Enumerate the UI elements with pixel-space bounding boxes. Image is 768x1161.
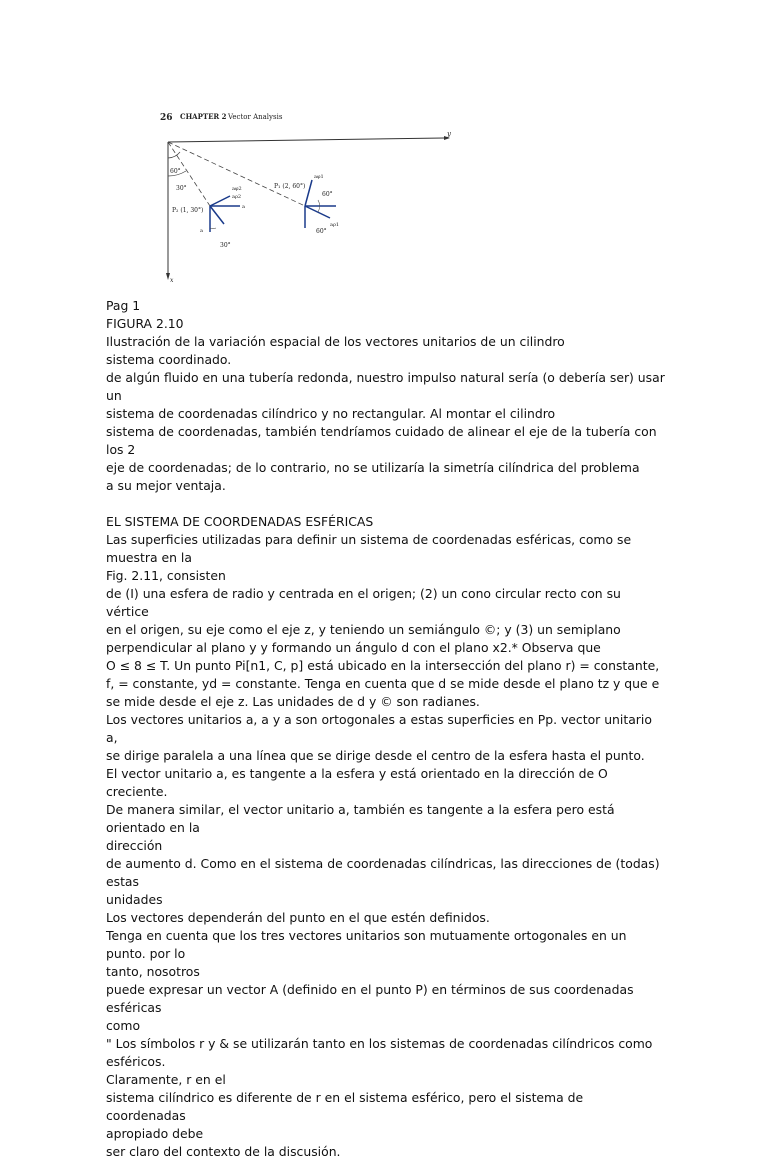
text-line: Los vectores dependerán del punto en el que estén definidos.: [106, 910, 490, 925]
text-line: De manera similar, el vector unitario a, también es tangente a la esfera pero está orientado en la: [106, 802, 619, 835]
p2-arc: [210, 228, 216, 229]
figure-title: Vector Analysis: [228, 113, 283, 121]
text-line: Claramente, r en el: [106, 1072, 226, 1087]
p1-angle-60-right: 60°: [322, 191, 333, 198]
p1-label: P₁ (2, 60°): [274, 183, 306, 190]
text-line: Los vectores unitarios a, a y a son ortogonales a estas superficies en Pp. vector unitario a,: [106, 712, 656, 745]
text-line: apropiado debe: [106, 1126, 204, 1141]
p2-arho-vector: [210, 206, 224, 224]
text-line: Pag 1: [106, 298, 141, 313]
p2-aphi-vector: [210, 196, 230, 206]
text-line: f, = constante, yd = constante. Tenga en cuenta que d se mide desde el plano tz y que e: [106, 676, 660, 691]
text-line: sistema de coordenadas cilíndrico y no rectangular. Al montar el cilindro: [106, 406, 556, 421]
text-line: Tenga en cuenta que los tres vectores unitarios son mutuamente ortogonales en un punto. por lo: [106, 928, 631, 961]
p2-ax-label: a: [200, 228, 203, 234]
text-line: " Los símbolos r y & se utilizarán tanto en los sistemas de coordenadas cilíndricos como esféricos.: [106, 1036, 657, 1069]
angle-60-label: 60°: [170, 168, 181, 175]
text-line: Las superficies utilizadas para definir un sistema de coordenadas esféricas, como se muestra en la: [106, 532, 636, 565]
y-axis-line: [168, 138, 444, 142]
p2-angle-30: 30°: [220, 242, 231, 249]
p1-arho-label: aρ1: [330, 222, 340, 228]
text-line: El vector unitario a, es tangente a la esfera y está orientado en la dirección de O creciente.: [106, 766, 612, 799]
text-line: como: [106, 1018, 141, 1033]
text-line: dirección: [106, 838, 163, 853]
p2-aphi-label: aφ2: [232, 186, 242, 192]
text-line: FIGURA 2.10: [106, 316, 184, 331]
text-line: en el origen, su eje como el eje z, y teniendo un semiángulo ©; y (3) un semiplano: [106, 622, 621, 637]
text-line: sistema de coordenadas, también tendríamos cuidado de alinear el eje de la tubería con los 2: [106, 424, 661, 457]
text-line: a su mejor ventaja.: [106, 478, 226, 493]
text-line: Fig. 2.11, consisten: [106, 568, 226, 583]
text-line: perpendicular al plano y y formando un ángulo d con el plano x2.* Observa que: [106, 640, 601, 655]
text-line: de (I) una esfera de radio y centrada en el origen; (2) un cono circular recto con su vértice: [106, 586, 625, 619]
text-line: eje de coordenadas; de lo contrario, no se utilizaría la simetría cilíndrica del problema: [106, 460, 640, 475]
text-line: sistema cilíndrico es diferente de r en el sistema esférico, pero el sistema de coordenadas: [106, 1090, 588, 1123]
p1-aphi-label: aφ1: [314, 174, 324, 180]
y-axis-label: y: [447, 130, 451, 138]
figure-chapter: CHAPTER 2: [180, 112, 227, 121]
text-line: de algún fluido en una tubería redonda, nuestro impulso natural sería (o debería ser) usar un: [106, 370, 669, 403]
p2-arho-label: aρ2: [232, 194, 242, 200]
figure-2-10: [140, 100, 460, 285]
text-line: Ilustración de la variación espacial de los vectores unitarios de un cilindro: [106, 334, 565, 349]
p2-label: P₂ (1, 30°): [172, 207, 204, 214]
text-line: EL SISTEMA DE COORDENADAS ESFÉRICAS: [106, 514, 374, 529]
text-line: se mide desde el eje z. Las unidades de d y © son radianes.: [106, 694, 480, 709]
angle-30-label: 30°: [176, 185, 187, 192]
p2-ay-label: a: [242, 204, 245, 210]
text-line: ser claro del contexto de la discusión.: [106, 1144, 341, 1159]
text-line: de aumento d. Como en el sistema de coordenadas cilíndricas, las direcciones de (todas) estas: [106, 856, 664, 889]
text-line: unidades: [106, 892, 163, 907]
x-axis-label: x: [170, 277, 174, 284]
p1-angle-60-bottom: 60°: [316, 228, 327, 235]
p1-aphi-vector: [305, 180, 312, 206]
text-line: se dirige paralela a una línea que se dirige desde el centro de la esfera hasta el punto.: [106, 748, 645, 763]
text-line: puede expresar un vector A (definido en el punto P) en términos de sus coordenadas esféricas: [106, 982, 638, 1015]
paragraph-gap: [106, 495, 666, 513]
document-body: [106, 297, 669, 1161]
figure-page-number: 26: [160, 113, 173, 123]
text-line: sistema coordinado.: [106, 352, 232, 367]
figure-diagram: [140, 100, 460, 285]
text-line: O ≤ 8 ≤ T. Un punto Pi[n1, C, p] está ubicado en la intersección del plano r) = constante,: [106, 658, 660, 673]
p1-arho-vector: [305, 206, 330, 218]
text-line: tanto, nosotros: [106, 964, 200, 979]
